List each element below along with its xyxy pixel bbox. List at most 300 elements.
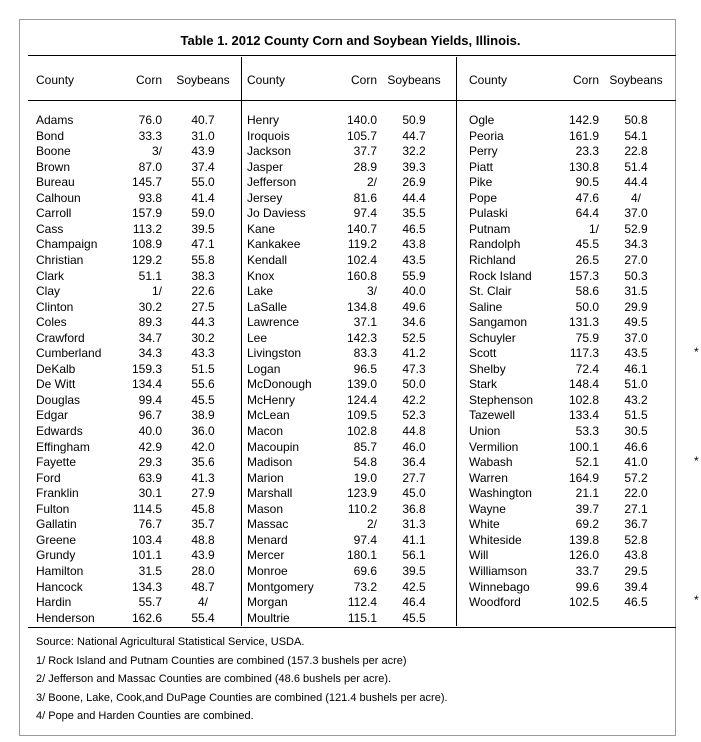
county-name: Logan — [247, 361, 281, 376]
corn-yield: 117.3 — [569, 346, 599, 361]
soybean-yield: 44.3 — [191, 315, 215, 330]
county-name: White — [469, 517, 500, 532]
corn-yield: 164.9 — [568, 470, 599, 485]
soybean-yield: 46.5 — [402, 221, 426, 236]
county-name: Henderson — [36, 610, 95, 625]
soybean-yield: 48.8 — [191, 532, 215, 547]
soybean-yield: 55.4 — [191, 610, 215, 625]
soybean-yield: 27.0 — [624, 252, 648, 267]
county-name: Stark — [469, 377, 498, 392]
county-header: County — [247, 73, 286, 87]
corn-yield: 102.8 — [568, 392, 599, 407]
county-name: Tazewell — [469, 408, 516, 423]
county-name: Lake — [247, 284, 274, 299]
soybean-yield: 57.2 — [624, 470, 648, 485]
soybean-yield: 46.0 — [402, 439, 426, 454]
soybean-yield: 55.8 — [191, 252, 215, 267]
county-name: Union — [469, 424, 501, 438]
corn-yield: 40.0 — [138, 424, 162, 438]
corn-yield: 63.9 — [138, 470, 162, 485]
soybean-yield: 42.0 — [191, 439, 215, 454]
county-name: Madison — [247, 455, 293, 470]
county-name: McDonough — [247, 377, 312, 392]
county-name: McHenry — [247, 392, 296, 407]
soybean-yield: 52.3 — [402, 408, 426, 423]
corn-yield: 112.4 — [347, 595, 377, 610]
county-name: Montgomery — [247, 579, 314, 594]
corn-yield: 157.3 — [568, 268, 599, 283]
county-name: Lawrence — [247, 315, 300, 330]
soybean-yield: 43.9 — [191, 548, 215, 563]
soybean-yield: 4/ — [630, 190, 641, 205]
county-name: Moultrie — [247, 610, 290, 625]
corn-yield: 28.9 — [353, 159, 377, 174]
corn-yield: 133.4 — [568, 408, 599, 423]
corn-yield: 37.1 — [353, 315, 377, 330]
corn-yield: 142.3 — [346, 330, 377, 345]
soybean-yield: 37.0 — [624, 206, 648, 221]
soybean-yield: 59.0 — [191, 206, 215, 221]
corn-yield: 97.4 — [353, 206, 377, 221]
soybean-yield: 22.8 — [624, 144, 648, 159]
county-name: Cass — [36, 221, 64, 236]
county-header: County — [36, 73, 75, 87]
corn-yield: 161.9 — [568, 128, 599, 143]
county-name: Crawford — [36, 330, 85, 345]
soybean-yield: 26.9 — [402, 175, 426, 190]
corn-yield: 99.6 — [575, 579, 599, 594]
soybean-yield: 39.5 — [402, 563, 426, 578]
soybean-yield: 40.0 — [402, 284, 426, 299]
soybean-yield: 38.3 — [191, 268, 215, 283]
footnote: 2/ Jefferson and Massac Counties are combined (48.6 bushels per acre). — [36, 673, 392, 685]
county-name: Scott — [469, 346, 497, 361]
soybean-yield: 39.4 — [624, 579, 648, 594]
county-name: Shelby — [469, 361, 506, 376]
corn-yield: 134.3 — [131, 579, 162, 594]
corn-yield: 134.8 — [346, 299, 377, 314]
corn-yield: 45.5 — [575, 237, 599, 252]
soybean-yield: 44.7 — [402, 128, 426, 143]
soybean-yield: 43.8 — [402, 237, 426, 252]
county-name: Randolph — [469, 237, 521, 252]
soybean-yield: 40.7 — [191, 113, 215, 127]
corn-yield: 115.1 — [347, 610, 377, 625]
county-name: Piatt — [469, 159, 494, 174]
corn-yield: 29.3 — [138, 455, 162, 470]
county-name: Woodford — [469, 595, 521, 610]
soybean-yield: 36.8 — [402, 501, 426, 516]
county-name: Pope — [469, 190, 498, 205]
corn-yield: 47.6 — [575, 190, 599, 205]
corn-yield: 85.7 — [353, 439, 377, 454]
corn-yield: 1/ — [151, 284, 162, 299]
county-name: Champaign — [36, 237, 98, 252]
soybean-yield: 43.2 — [624, 392, 648, 407]
soybean-yield: 52.8 — [624, 532, 648, 547]
corn-yield: 76.0 — [138, 113, 162, 127]
corn-yield: 140.7 — [346, 221, 377, 236]
corn-header: Corn — [350, 73, 377, 87]
county-name: Kendall — [247, 252, 288, 267]
soybean-yield: 39.5 — [191, 221, 215, 236]
corn-yield: 53.3 — [575, 424, 599, 438]
county-name: Massac — [247, 517, 289, 532]
soybean-yield: 52.5 — [402, 330, 426, 345]
soybean-yield: 45.8 — [191, 501, 215, 516]
county-name: Grundy — [36, 548, 76, 563]
soybean-yield: 41.0 — [624, 455, 648, 470]
county-name: Coles — [36, 315, 67, 330]
soybean-yield: 50.0 — [402, 377, 426, 392]
soybean-yield: 55.0 — [191, 175, 215, 190]
county-name: Wayne — [469, 501, 506, 516]
county-name: Menard — [247, 532, 288, 547]
corn-yield: 131.3 — [568, 315, 599, 330]
county-name: Hamilton — [36, 563, 84, 578]
soybean-yield: 56.1 — [402, 548, 426, 563]
corn-yield: 23.3 — [575, 144, 599, 159]
county-name: Carroll — [36, 206, 72, 221]
top-rule — [28, 55, 676, 56]
soybean-yield: 48.7 — [191, 579, 215, 594]
county-name: Ogle — [469, 113, 495, 127]
soybean-yield: 43.9 — [191, 144, 215, 159]
corn-yield: 2/ — [366, 175, 377, 190]
corn-yield: 89.3 — [138, 315, 162, 330]
county-name: Jo Daviess — [247, 206, 306, 221]
corn-yield: 100.1 — [568, 439, 599, 454]
corn-yield: 87.0 — [138, 159, 162, 174]
soybean-yield: 41.3 — [191, 470, 215, 485]
corn-yield: 109.5 — [346, 408, 377, 423]
soybean-yield: 36.7 — [624, 517, 648, 532]
corn-yield: 30.2 — [138, 299, 162, 314]
county-name: Edwards — [36, 424, 83, 438]
soybean-yield: 51.4 — [624, 159, 648, 174]
column-divider — [241, 57, 242, 626]
corn-yield: 19.0 — [353, 470, 377, 485]
county-name: Pulaski — [469, 206, 508, 221]
county-name: Macon — [247, 424, 284, 438]
bottom-rule — [28, 627, 676, 628]
soybean-yield: 27.7 — [402, 470, 426, 485]
corn-yield: 34.3 — [138, 346, 162, 361]
corn-yield: 69.2 — [575, 517, 599, 532]
county-name: Adams — [36, 113, 74, 127]
soybeans-header: Soybeans — [387, 73, 441, 87]
county-name: Mason — [247, 501, 284, 516]
corn-yield: 99.4 — [138, 392, 162, 407]
footnote: 1/ Rock Island and Putnam Counties are combined (157.3 bushels per acre) — [36, 654, 407, 667]
corn-yield: 1/ — [588, 221, 599, 236]
corn-yield: 30.1 — [138, 486, 162, 501]
county-name: Schuyler — [469, 330, 516, 345]
column-divider — [456, 57, 457, 626]
soybean-yield: 34.6 — [402, 315, 426, 330]
soybean-yield: 35.7 — [191, 517, 215, 532]
corn-header: Corn — [135, 73, 162, 87]
soybean-yield: 27.1 — [624, 501, 648, 516]
soybean-yield: 45.5 — [191, 392, 215, 407]
corn-yield: 81.6 — [353, 190, 377, 205]
soybean-yield: 51.0 — [624, 377, 648, 392]
county-name: Whiteside — [469, 532, 522, 547]
corn-yield: 34.7 — [138, 330, 162, 345]
county-name: Marion — [247, 470, 284, 485]
corn-yield: 58.6 — [575, 284, 599, 299]
county-name: Richland — [469, 252, 516, 267]
county-name: Hardin — [36, 595, 72, 610]
soybean-yield: 30.2 — [191, 330, 215, 345]
corn-yield: 3/ — [151, 144, 162, 159]
soybeans-header: Soybeans — [176, 73, 230, 87]
county-name: Washington — [469, 486, 532, 501]
county-name: Kankakee — [247, 237, 301, 252]
soybean-yield: 47.1 — [191, 237, 215, 252]
corn-yield: 162.6 — [131, 610, 162, 625]
corn-yield: 157.9 — [131, 206, 162, 221]
county-header: County — [469, 73, 508, 87]
corn-yield: 50.0 — [575, 299, 599, 314]
county-name: Knox — [247, 268, 275, 283]
county-name: Jackson — [247, 144, 292, 159]
soybean-yield: 35.5 — [402, 206, 426, 221]
soybean-yield: 50.8 — [624, 113, 648, 127]
soybean-yield: 50.3 — [624, 268, 648, 283]
county-name: Hancock — [36, 579, 83, 594]
soybean-yield: 29.5 — [624, 563, 648, 578]
soybeans-header: Soybeans — [609, 73, 663, 87]
county-name: Lee — [247, 330, 268, 345]
soybean-yield: 37.0 — [624, 330, 648, 345]
soybean-yield: 41.2 — [402, 346, 426, 361]
soybean-yield: 50.9 — [402, 113, 426, 127]
corn-yield: 75.9 — [575, 330, 599, 345]
footnote: 4/ Pope and Harden Counties are combined. — [36, 710, 254, 722]
corn-yield: 21.1 — [575, 486, 599, 501]
corn-yield: 103.4 — [131, 532, 162, 547]
row-marker: * — [694, 345, 699, 359]
corn-yield: 105.7 — [346, 128, 377, 143]
soybean-yield: 45.0 — [402, 486, 426, 501]
corn-yield: 69.6 — [353, 563, 377, 578]
soybean-yield: 30.5 — [624, 424, 648, 438]
corn-yield: 54.8 — [353, 455, 377, 470]
county-name: Williamson — [469, 563, 528, 578]
corn-yield: 2/ — [366, 517, 377, 532]
county-name: Monroe — [247, 563, 288, 578]
soybean-yield: 36.0 — [191, 424, 215, 438]
corn-yield: 148.4 — [568, 377, 599, 392]
corn-yield: 102.4 — [346, 252, 377, 267]
corn-yield: 101.1 — [131, 548, 162, 563]
county-name: Henry — [247, 113, 280, 127]
county-name: Stephenson — [469, 392, 534, 407]
corn-yield: 102.5 — [568, 595, 599, 610]
corn-yield: 42.9 — [138, 439, 162, 454]
county-name: Jefferson — [247, 175, 297, 190]
soybean-yield: 43.5 — [402, 252, 426, 267]
source-note: Source: National Agricultural Statistical Service, USDA. — [36, 636, 305, 648]
soybean-yield: 52.9 — [624, 221, 648, 236]
corn-header: Corn — [572, 73, 599, 87]
county-name: Edgar — [36, 408, 69, 423]
corn-yield: 130.8 — [568, 159, 599, 174]
soybean-yield: 29.9 — [624, 299, 648, 314]
soybean-yield: 44.4 — [624, 175, 648, 190]
soybean-yield: 27.9 — [191, 486, 215, 501]
corn-yield: 31.5 — [138, 563, 162, 578]
soybean-yield: 4/ — [197, 595, 208, 610]
corn-yield: 33.3 — [138, 128, 162, 143]
county-name: Clinton — [36, 299, 74, 314]
county-name: Morgan — [247, 595, 288, 610]
footnote: 3/ Boone, Lake, Cook,and DuPage Counties are combined (121.4 bushels per acre). — [36, 691, 448, 704]
row-marker: * — [694, 454, 699, 468]
county-name: Will — [469, 548, 489, 563]
county-name: Perry — [469, 144, 498, 159]
soybean-yield: 34.3 — [624, 237, 648, 252]
corn-yield: 26.5 — [575, 252, 599, 267]
soybean-yield: 45.5 — [402, 610, 426, 625]
county-name: Peoria — [469, 128, 504, 143]
soybean-yield: 43.5 — [624, 346, 648, 361]
corn-yield: 134.4 — [131, 377, 162, 392]
header-rule — [28, 100, 676, 101]
corn-yield: 119.2 — [347, 237, 377, 252]
county-name: Sangamon — [469, 315, 528, 330]
county-name: Cumberland — [36, 346, 102, 361]
county-name: DeKalb — [36, 361, 76, 376]
soybean-yield: 51.5 — [624, 408, 648, 423]
county-name: Pike — [469, 175, 493, 190]
corn-yield: 83.3 — [353, 346, 377, 361]
county-name: Douglas — [36, 392, 81, 407]
soybean-yield: 49.5 — [624, 315, 648, 330]
county-name: Calhoun — [36, 190, 81, 205]
county-name: Wabash — [469, 455, 513, 470]
county-name: Jersey — [247, 190, 283, 205]
county-name: Ford — [36, 470, 61, 485]
county-name: Marshall — [247, 486, 293, 501]
soybean-yield: 31.0 — [191, 128, 215, 143]
corn-yield: 33.7 — [575, 563, 599, 578]
corn-yield: 37.7 — [353, 144, 377, 159]
soybean-yield: 27.5 — [191, 299, 215, 314]
soybean-yield: 41.1 — [402, 532, 426, 547]
county-name: Bond — [36, 128, 65, 143]
soybean-yield: 46.5 — [624, 595, 648, 610]
soybean-yield: 41.4 — [191, 190, 215, 205]
corn-yield: 39.7 — [575, 501, 599, 516]
soybean-yield: 46.6 — [624, 439, 648, 454]
soybean-yield: 38.9 — [191, 408, 215, 423]
county-name: Jasper — [247, 159, 284, 174]
county-name: Kane — [247, 221, 276, 236]
soybean-yield: 54.1 — [624, 128, 648, 143]
soybean-yield: 44.8 — [402, 424, 426, 438]
row-marker: * — [694, 593, 699, 607]
soybean-yield: 44.4 — [402, 190, 426, 205]
corn-yield: 52.1 — [575, 455, 599, 470]
soybean-yield: 46.4 — [402, 595, 426, 610]
table-title: Table 1. 2012 County Corn and Soybean Yields, Illinois. — [180, 33, 521, 48]
corn-yield: 55.7 — [138, 595, 162, 610]
corn-yield: 126.0 — [568, 548, 599, 563]
corn-yield: 96.7 — [138, 408, 162, 423]
soybean-yield: 43.3 — [191, 346, 215, 361]
soybean-yield: 49.6 — [402, 299, 426, 314]
county-name: Franklin — [36, 486, 79, 501]
county-name: Warren — [469, 470, 508, 485]
soybean-yield: 22.6 — [191, 284, 215, 299]
county-name: Gallatin — [36, 517, 77, 532]
corn-yield: 76.7 — [138, 517, 162, 532]
soybean-yield: 46.1 — [624, 361, 648, 376]
corn-yield: 108.9 — [131, 237, 162, 252]
county-name: Mercer — [247, 548, 285, 563]
corn-yield: 93.8 — [138, 190, 162, 205]
corn-yield: 73.2 — [353, 579, 377, 594]
corn-yield: 139.8 — [568, 532, 599, 547]
county-name: Putnam — [469, 221, 511, 236]
soybean-yield: 47.3 — [402, 361, 426, 376]
county-name: Iroquois — [247, 128, 290, 143]
soybean-yield: 28.0 — [191, 563, 215, 578]
corn-yield: 72.4 — [575, 361, 599, 376]
soybean-yield: 22.0 — [624, 486, 648, 501]
county-name: Saline — [469, 299, 503, 314]
corn-yield: 145.7 — [131, 175, 162, 190]
county-name: Rock Island — [469, 268, 532, 283]
county-name: Fulton — [36, 501, 70, 516]
soybean-yield: 43.8 — [624, 548, 648, 563]
soybean-yield: 55.6 — [191, 377, 215, 392]
county-name: Bureau — [36, 175, 75, 190]
county-name: Vermilion — [469, 439, 519, 454]
county-name: St. Clair — [469, 284, 512, 299]
corn-yield: 160.8 — [346, 268, 377, 283]
corn-yield: 123.9 — [346, 486, 377, 501]
soybean-yield: 39.3 — [402, 159, 426, 174]
soybean-yield: 35.6 — [191, 455, 215, 470]
county-name: De Witt — [36, 377, 76, 392]
corn-yield: 110.2 — [347, 501, 377, 516]
corn-yield: 124.4 — [346, 392, 377, 407]
corn-yield: 102.8 — [346, 424, 377, 438]
corn-yield: 140.0 — [346, 113, 377, 127]
county-name: Fayette — [36, 455, 77, 470]
county-name: McLean — [247, 408, 290, 423]
county-name: Livingston — [247, 346, 302, 361]
county-name: Brown — [36, 159, 71, 174]
corn-yield: 129.2 — [131, 252, 162, 267]
soybean-yield: 31.3 — [402, 517, 426, 532]
county-name: Macoupin — [247, 439, 300, 454]
corn-yield: 64.4 — [575, 206, 599, 221]
corn-yield: 3/ — [366, 284, 377, 299]
soybean-yield: 51.5 — [191, 361, 215, 376]
county-name: LaSalle — [247, 299, 288, 314]
soybean-yield: 36.4 — [402, 455, 426, 470]
county-name: Clay — [36, 284, 61, 299]
soybean-yield: 55.9 — [402, 268, 426, 283]
corn-yield: 97.4 — [353, 532, 377, 547]
corn-yield: 159.3 — [131, 361, 162, 376]
county-name: Greene — [36, 532, 77, 547]
county-name: Effingham — [36, 439, 90, 454]
